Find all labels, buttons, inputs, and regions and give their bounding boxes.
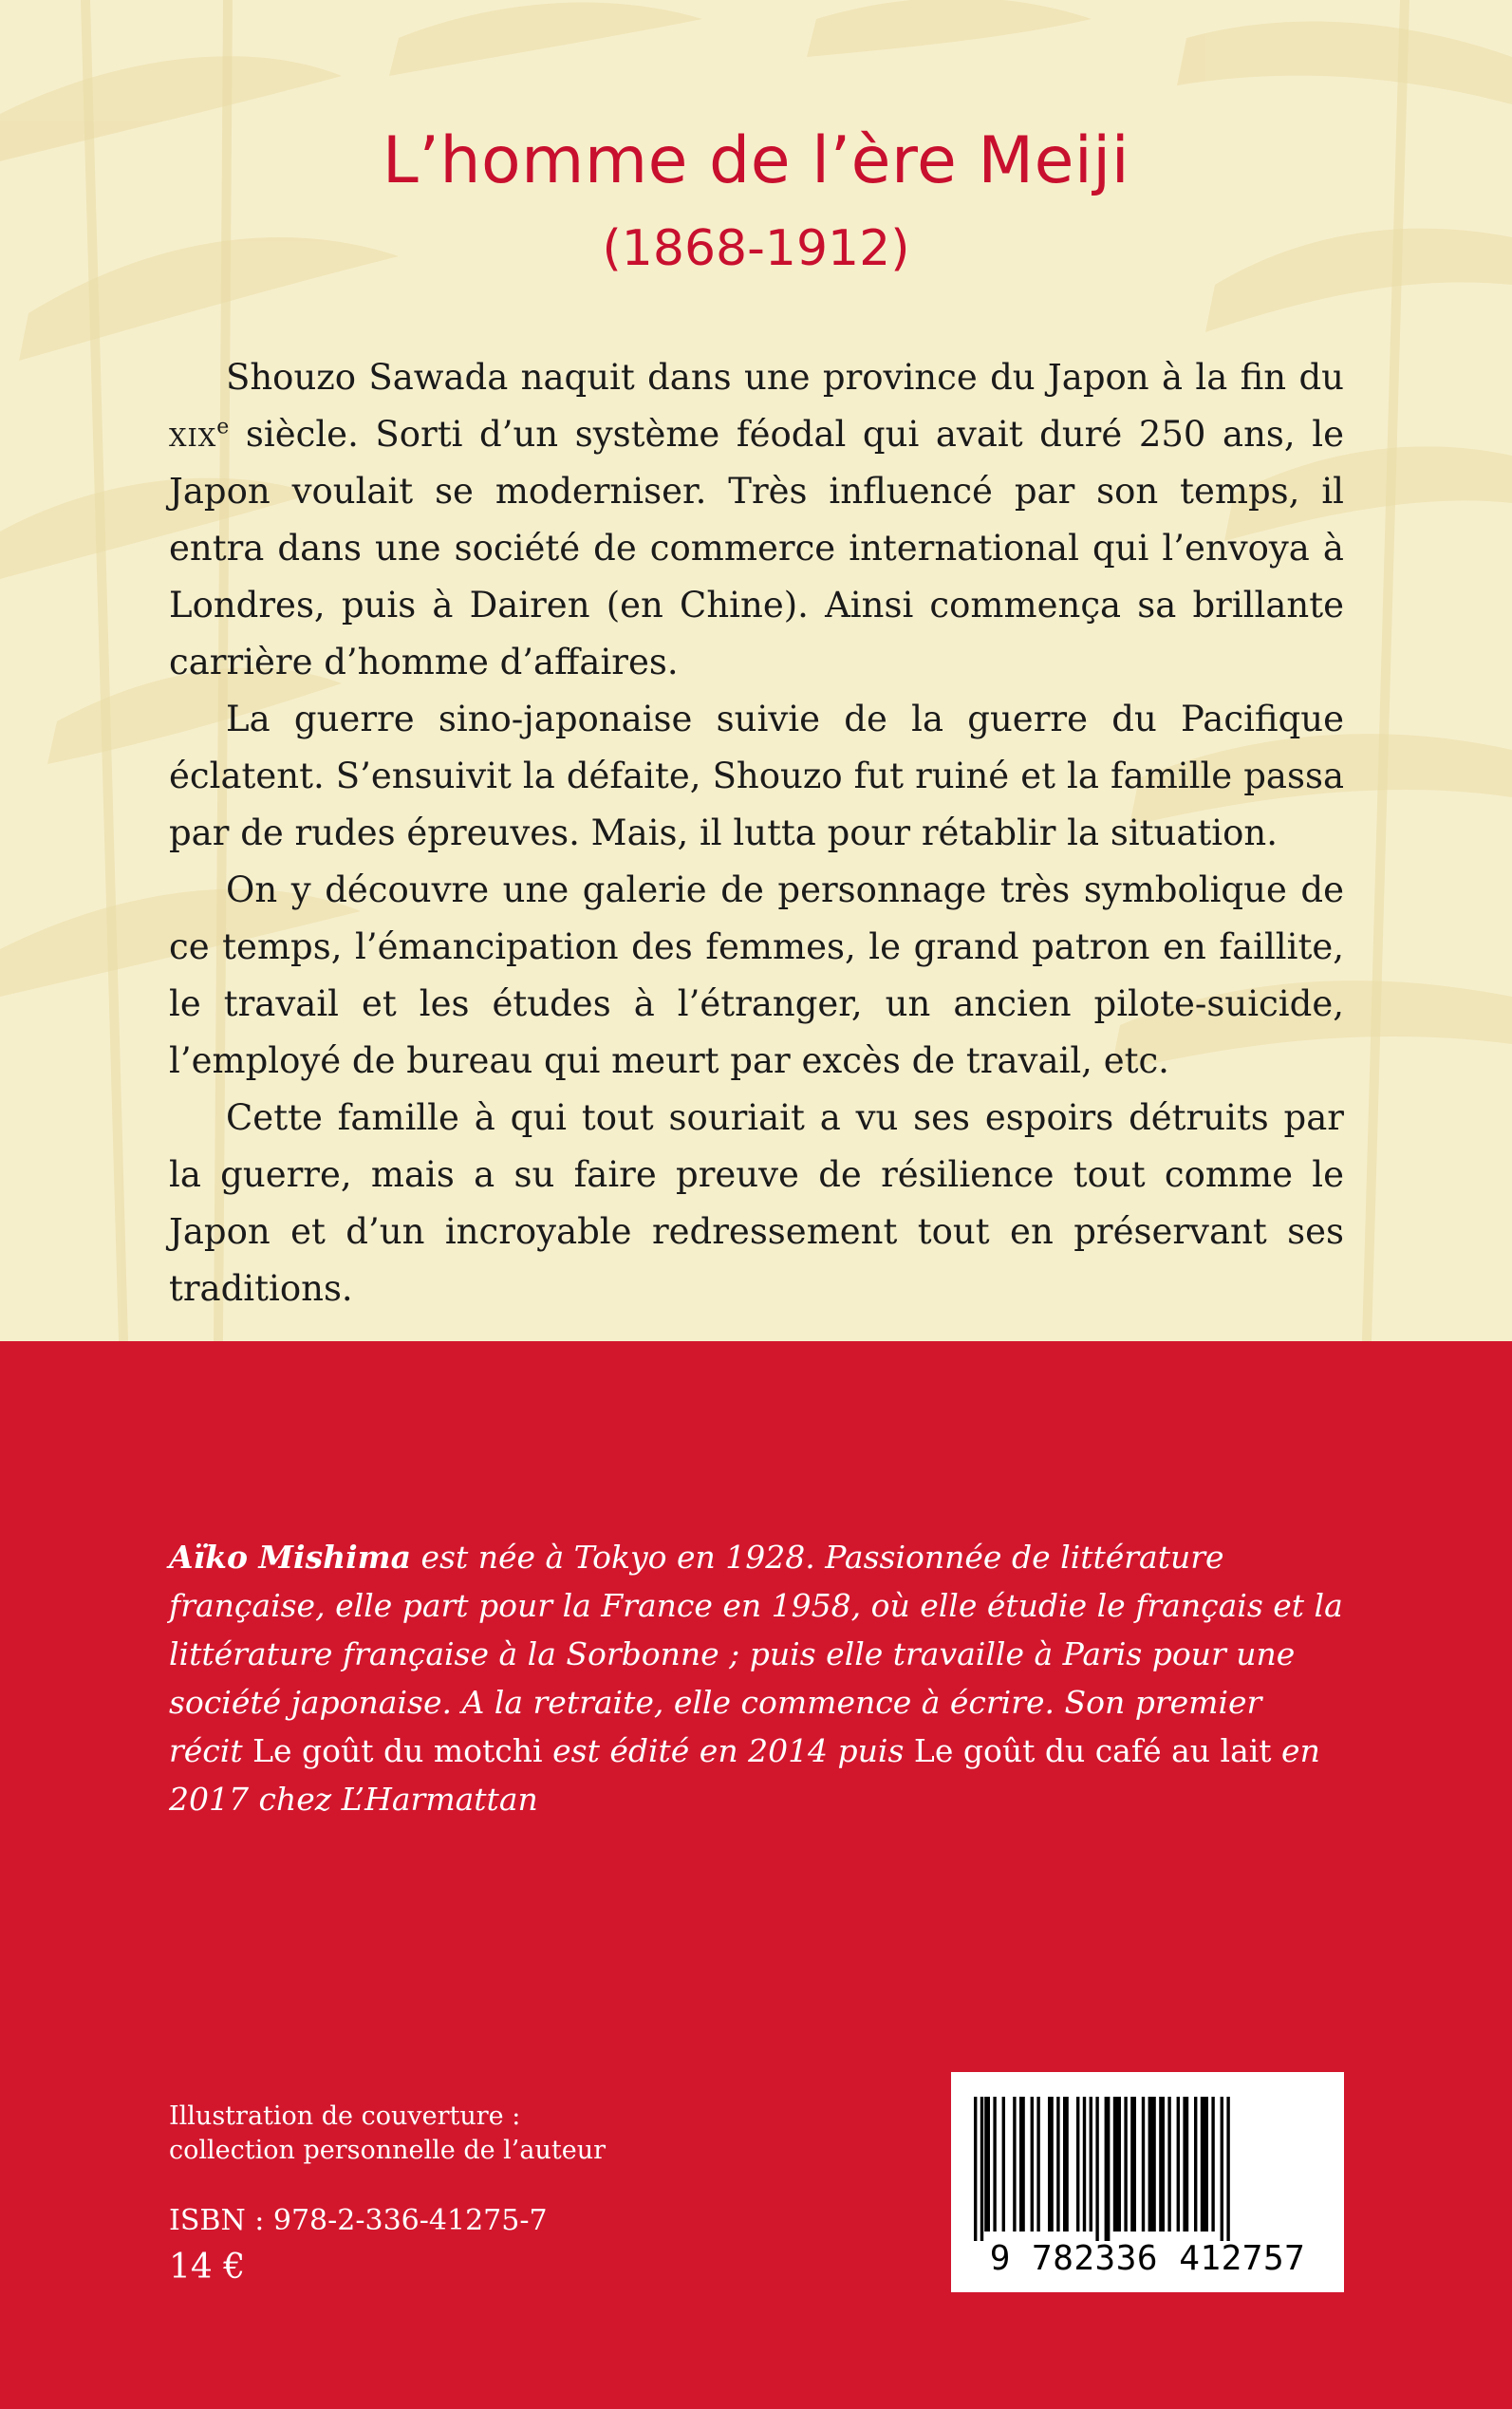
barcode-bar [1013, 2097, 1016, 2232]
isbn-number: ISBN : 978-2-336-41275-7 [169, 2204, 548, 2237]
barcode-digits: 9 782336 412757 [989, 2239, 1306, 2278]
barcode-bar [1142, 2097, 1145, 2232]
barcode-bar [1211, 2097, 1214, 2232]
barcode-bar [1130, 2097, 1136, 2232]
barcode-bar [1048, 2097, 1054, 2232]
barcode-bar [1159, 2097, 1165, 2232]
summary-paragraph: Cette famille à qui tout souriait a vu ses espoirs détruits par la guerre, mais a su faire preuve de résilience tout comme le Japon et d’un incroyable redressement tout en préservant ses traditions. [169, 1097, 1344, 1309]
book-summary [169, 349, 1344, 1317]
barcode-bar [1002, 2097, 1005, 2232]
barcode-bar [1090, 2097, 1092, 2232]
author-biography: Aïko Mishima est née à Tokyo en 1928. Passionnée de littérature française, elle part pour la France en 1958, où elle étudie le français et la littérature française à la Sorbonne ; puis elle travaille à Paris pour une société japonaise. A la retraite, elle commence à écrire. Son premier récit Le goût du motchi est édité en 2014 puis Le goût du café au lait en 2017 chez L’Harmattan [169, 1539, 1343, 1818]
barcode [951, 2072, 1344, 2292]
barcode-bar [1177, 2097, 1180, 2232]
barcode-bar [1083, 2097, 1086, 2232]
barcode-bar [1201, 2097, 1208, 2232]
barcode-bar [1063, 2097, 1069, 2232]
barcode-bar [1031, 2097, 1034, 2232]
barcode-bar [1036, 2097, 1039, 2232]
book-title: L’homme de l’ère Meiji [382, 123, 1130, 198]
barcode-bar [993, 2097, 996, 2232]
barcode-bar [1226, 2097, 1229, 2241]
author-name: Aïko Mishima [169, 1539, 411, 1576]
summary-paragraph: On y découvre une galerie de personnage très symbolique de ce temps, l’émancipation des femmes, le grand patron en faillite, le travail et les études à l’étranger, un ancien pilote-suicide, l’employé de bureau qui meurt par excès de travail, etc. [169, 869, 1344, 1081]
barcode-bar [1167, 2097, 1170, 2232]
price: 14 € [169, 2248, 246, 2287]
barcode-bar [1056, 2097, 1059, 2232]
barcode-bar [1183, 2097, 1188, 2232]
barcode-bar [1221, 2097, 1223, 2241]
barcode-bar [1124, 2097, 1127, 2232]
summary-paragraph: Shouzo Sawada naquit dans une province du Japon à la fin du xix$^e$ siècle. Sorti d’un système féodal qui avait duré 250 ans, le Japon voulait se moderniser. Très influencé par son temps, il entra dans une société de commerce international qui l’envoya à Londres, puis à Dairen (en Chine). Ainsi commença sa brillante carrière d’homme d’affaires. [169, 357, 1344, 682]
barcode-bar [1113, 2097, 1121, 2232]
barcode-bar [1019, 2097, 1025, 2232]
book-reference: Le goût du café au lait [913, 1732, 1272, 1769]
summary-paragraph: La guerre sino-japonaise suivie de la guerre du Pacifique éclatent. S’ensuivit la défaite, Shouzo fut ruiné et la famille passa par de rudes épreuves. Mais, il lutta pour rétablir la situation. [169, 699, 1344, 853]
barcode-bar [984, 2097, 990, 2232]
barcode-bar [1194, 2097, 1197, 2232]
barcode-bar [1105, 2097, 1111, 2241]
barcode-bar [1076, 2097, 1079, 2232]
book-reference: Le goût du motchi [252, 1732, 543, 1769]
barcode-bars [970, 2097, 1325, 2241]
barcode-bar [980, 2097, 983, 2241]
book-dates: (1868-1912) [602, 220, 910, 277]
barcode-bar [1148, 2097, 1156, 2232]
barcode-bar [1095, 2097, 1098, 2241]
illustration-credit: Illustration de couverture : collection personnelle de l’auteur [169, 2101, 607, 2165]
barcode-bar [974, 2097, 977, 2241]
